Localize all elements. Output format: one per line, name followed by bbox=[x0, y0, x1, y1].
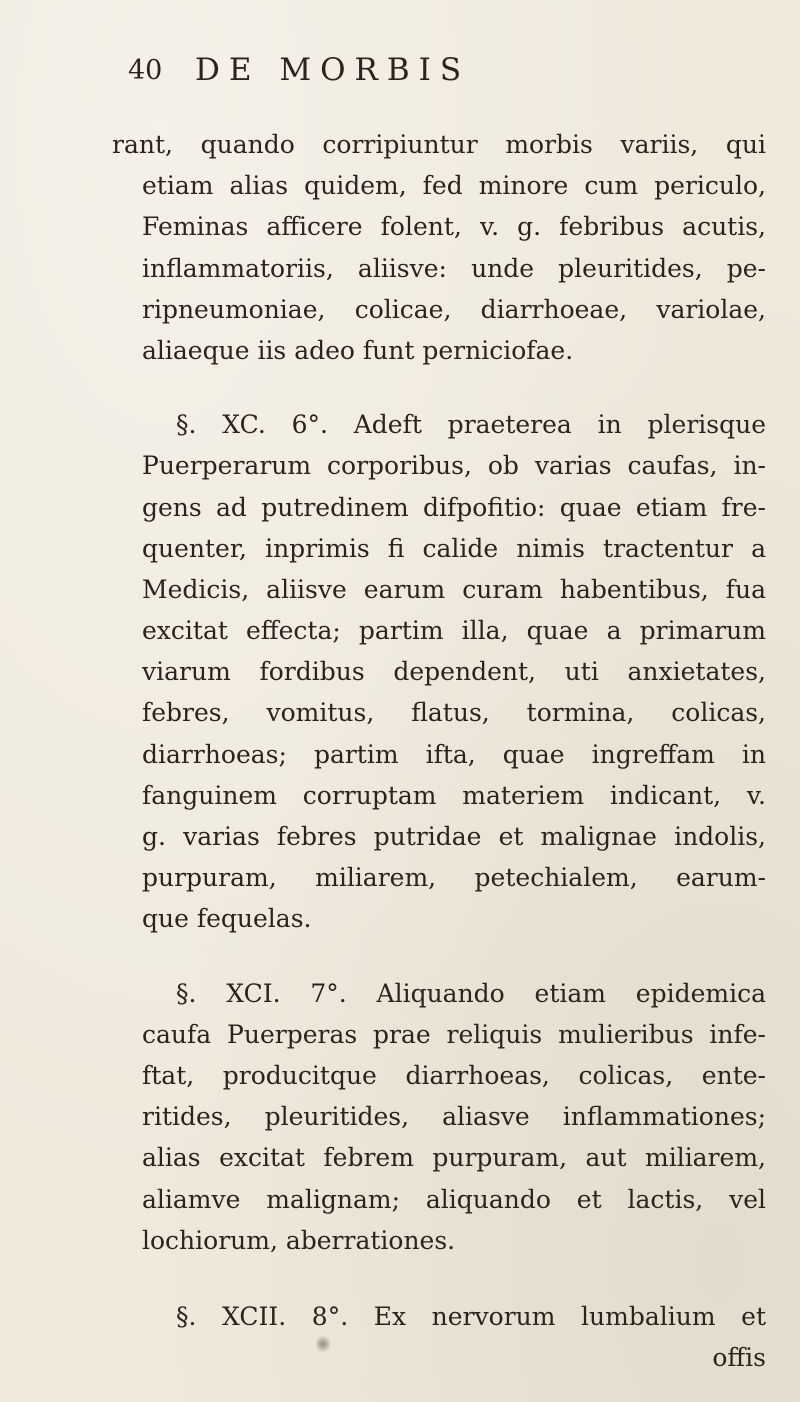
running-head bbox=[128, 48, 688, 92]
text-line: aliamve malignam; aliquando et lactis, vel bbox=[142, 1184, 766, 1214]
text-line: purpuram, miliarem, petechialem, earum- bbox=[142, 863, 766, 893]
ink-smudge bbox=[316, 1334, 330, 1354]
text-line: quenter, inprimis fi calide nimis tractentur a bbox=[142, 533, 766, 563]
text-line: ritides, pleuritides, aliasve inflammationes; bbox=[142, 1102, 766, 1132]
paragraph-gap bbox=[112, 1261, 766, 1296]
text-line: excitat effecta; partim illa, quae a primarum bbox=[142, 616, 766, 646]
text-line: gens ad putredinem difpofitio: quae etiam fre- bbox=[142, 492, 766, 522]
text-line: fanguinem corruptam materiem indicant, v. bbox=[142, 780, 766, 810]
text-line: ftat, producitque diarrhoeas, colicas, ente- bbox=[142, 1060, 766, 1090]
text-line: caufa Puerperas prae reliquis mulieribus infe- bbox=[142, 1019, 766, 1049]
catchword: offis bbox=[712, 1343, 766, 1373]
text-line: ripneumoniae, colicae, diarrhoeae, variolae, bbox=[142, 294, 766, 324]
paragraph-gap bbox=[112, 371, 766, 404]
body-text bbox=[112, 124, 766, 1378]
text-line: febres, vomitus, flatus, tormina, colicas, bbox=[142, 698, 766, 728]
text-line: que fequelas. bbox=[142, 904, 312, 934]
text-line: rant, quando corripiuntur morbis variis, qui bbox=[112, 130, 766, 159]
text-line: diarrhoeas; partim ifta, quae ingreffam in bbox=[142, 739, 766, 769]
text-line: etiam alias quidem, fed minore cum periculo, bbox=[142, 171, 766, 201]
text-line: alias excitat febrem purpuram, aut miliarem, bbox=[142, 1143, 766, 1173]
page-number: 40 bbox=[128, 54, 163, 86]
running-title: DE MORBIS bbox=[195, 52, 471, 88]
text-line: Medicis, aliisve earum curam habentibus, fua bbox=[142, 574, 766, 604]
text-line: g. varias febres putridae et malignae indolis, bbox=[142, 822, 766, 851]
paragraph-gap bbox=[112, 940, 766, 973]
text-line: Feminas afficere folent, v. g. febribus acutis, bbox=[142, 212, 766, 242]
section-heading-line: §. XCII. 8°. Ex nervorum lumbalium et bbox=[176, 1301, 766, 1331]
text-line: lochiorum, aberrationes. bbox=[142, 1225, 456, 1255]
section-heading-line: §. XCI. 7°. Aliquando etiam epidemica bbox=[176, 978, 766, 1008]
text-line: aliaeque iis adeo funt perniciofae. bbox=[142, 335, 574, 365]
text-line: Puerperarum corporibus, ob varias caufas, in- bbox=[142, 451, 766, 481]
text-line: viarum fordibus dependent, uti anxietates, bbox=[142, 657, 766, 687]
section-heading-line: §. XC. 6°. Adeft praeterea in plerisque bbox=[176, 410, 766, 440]
text-line: inflammatoriis, aliisve: unde pleuritides, pe- bbox=[142, 253, 766, 283]
